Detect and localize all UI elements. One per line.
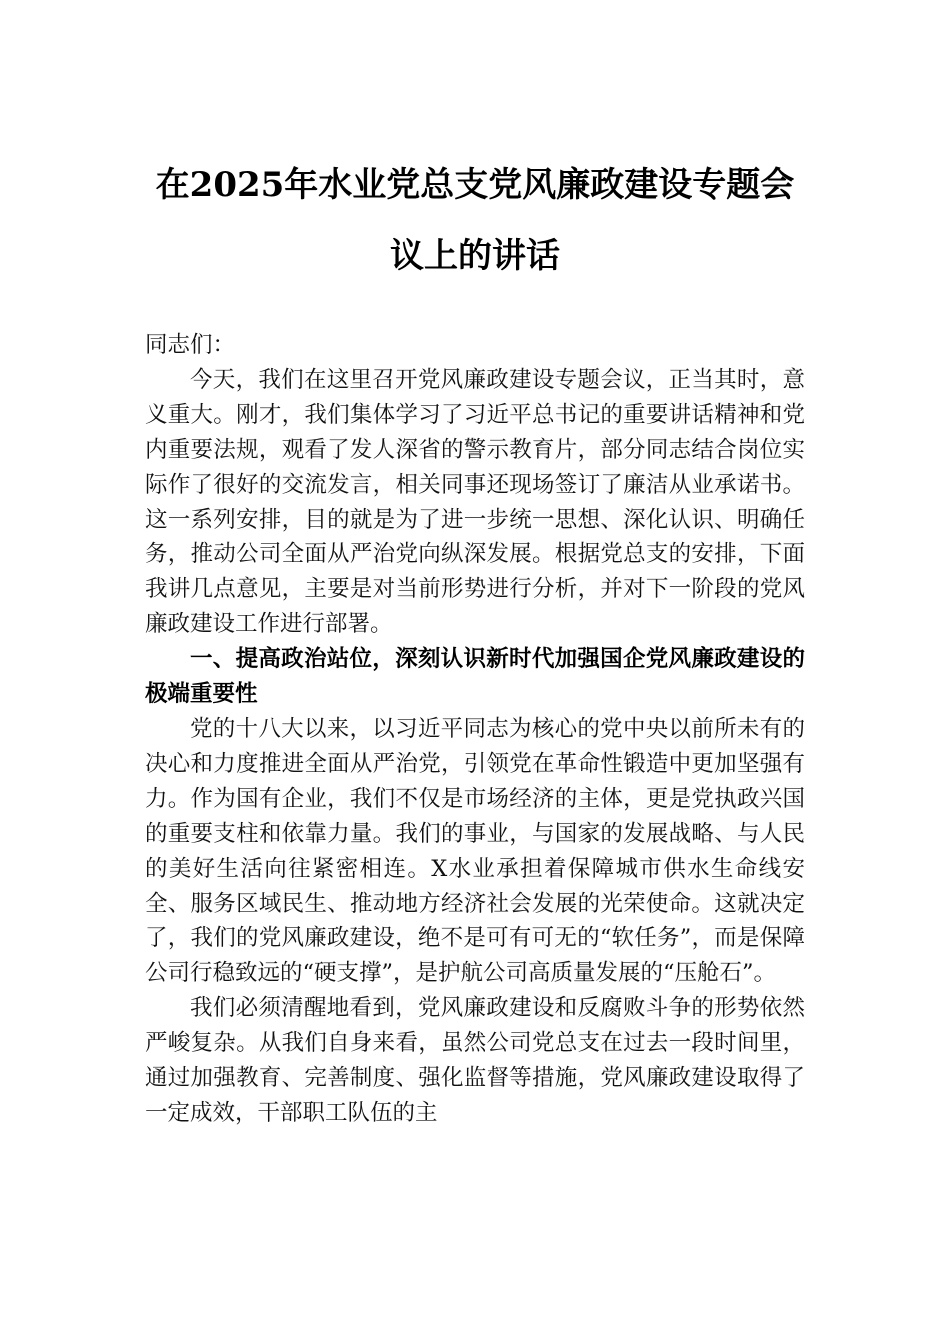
paragraph-1: 党的十八大以来，以习近平同志为核心的党中央以前所未有的决心和力度推进全面从严治党，引领党在革命性锻造中更加坚强有力。作为国有企业，我们不仅是市场经济的主体，更是党执政兴国的重要支柱和依靠力量。我们的事业，与国家的发展战略、与人民的美好生活向往紧密相连。X水业承担着保障城市供水生命线安全、服务区域民生、推动地方经济社会发展的光荣使命。这就决定了，我们的党风廉政建设，绝不是可有可无的“软任务”，而是保障公司行稳致远的“硬支撑”，是护航公司高质量发展的“压舱石”。: [145, 715, 805, 987]
section-heading-1: 一、提高政治站位，深刻认识新时代加强国企党风廉政建设的极端重要性: [145, 646, 805, 708]
paragraph-intro: 今天，我们在这里召开党风廉政建设专题会议，正当其时，意义重大。刚才，我们集体学习了习近平总书记的重要讲话精神和党内重要法规，观看了发人深省的警示教育片，部分同志结合岗位实际作了很好的交流发言，相关同事还现场签订了廉洁从业承诺书。这一系列安排，目的就是为了进一步统一思想、深化认识、明确任务，推动公司全面从严治党向纵深发展。根据党总支的安排，下面我讲几点意见，主要是对当前形势进行分析，并对下一阶段的党风廉政建设工作进行部署。: [145, 366, 805, 638]
document-title: 在2025年水业党总支党风廉政建设专题会议上的讲话: [155, 165, 795, 276]
document-body: [145, 150, 805, 1131]
paragraph-2: 我们必须清醒地看到，党风廉政建设和反腐败斗争的形势依然严峻复杂。从我们自身来看，虽然公司党总支在过去一段时间里，通过加强教育、完善制度、强化监督等措施，党风廉政建设取得了一定成效，干部职工队伍的主: [145, 995, 805, 1126]
salutation: 同志们：: [145, 332, 236, 358]
